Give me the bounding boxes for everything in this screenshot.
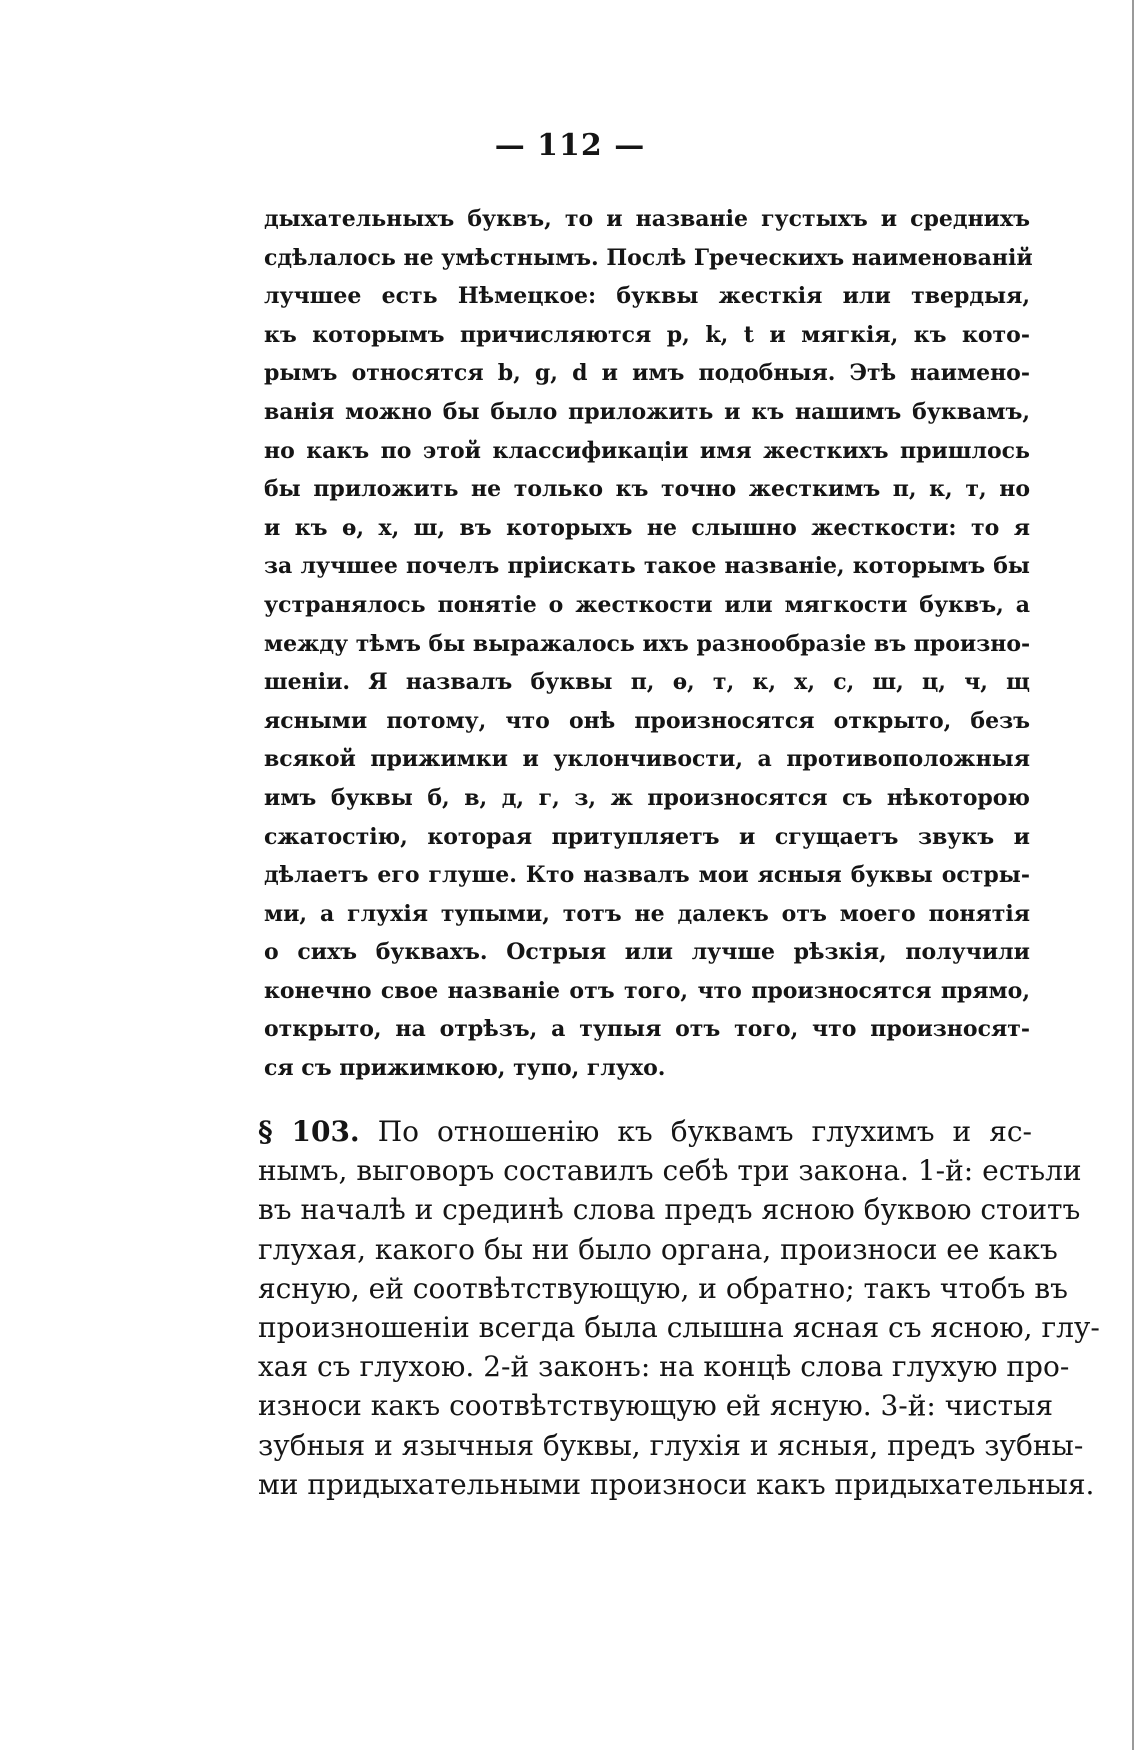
page-edge-line bbox=[1132, 0, 1134, 1750]
text-line: хая съ глухою. 2-й законъ: на концѣ слова глухую про- bbox=[258, 1350, 1070, 1384]
text-line: открыто, на отрѣзъ, а тупыя отъ того, что произносят- bbox=[264, 1016, 1030, 1043]
page-number: — 112 — bbox=[494, 128, 646, 163]
paragraph-1 bbox=[264, 200, 1033, 1088]
section-number: § 103. bbox=[258, 1115, 360, 1148]
text-line: лучшее есть Нѣмецкое: буквы жесткія или твердыя, bbox=[264, 283, 1030, 310]
text-line: въ началѣ и срединѣ слова предъ ясною буквою стоитъ bbox=[258, 1193, 1081, 1227]
text-line: сжатостію, которая притупляетъ и сгущаетъ звукъ и bbox=[264, 823, 1030, 850]
text-line: къ которымъ причисляются p, k, t и мягкія, къ кото- bbox=[264, 321, 1030, 348]
text-line: имъ буквы б, в, д, г, з, ж произносятся съ нѣкоторою bbox=[264, 784, 1030, 811]
text-line: бы приложить не только къ точно жесткимъ п, к, т, но bbox=[264, 476, 1030, 503]
text-line: устранялось понятіе о жесткости или мягкости буквъ, а bbox=[264, 591, 1030, 618]
text-line: всякой прижимки и уклончивости, а противоположныя bbox=[264, 746, 1030, 773]
text-line: и къ ѳ, х, ш, въ которыхъ не слышно жесткости: то я bbox=[264, 514, 1030, 541]
section-first-line-text: По отношенію къ буквамъ глухимъ и яс- bbox=[377, 1115, 1032, 1148]
text-line: ванія можно бы было приложить и къ нашимъ буквамъ, bbox=[264, 398, 1030, 425]
text-line: ми, а глухія тупыми, тотъ не далекъ отъ моего понятія bbox=[264, 900, 1030, 927]
text-line: шеніи. Я назвалъ буквы п, ѳ, т, к, х, с, ш, ц, ч, щ bbox=[264, 669, 1030, 696]
text-line: глухая, какого бы ни было органа, произноси ее какъ bbox=[258, 1232, 1058, 1266]
text-line: ся съ прижимкою, тупо, глухо. bbox=[264, 1055, 666, 1082]
text-line: рымъ относятся b, g, d и имъ подобныя. Этѣ наимено- bbox=[264, 360, 1030, 387]
text-line: ясную, ей соотвѣтствующую, и обратно; такъ чтобъ въ bbox=[258, 1271, 1068, 1305]
text-line: конечно свое названіе отъ того, что произносятся прямо, bbox=[264, 977, 1030, 1004]
text-line: износи какъ соотвѣтствующую ей ясную. 3-й: чистыя bbox=[258, 1389, 1054, 1423]
text-line: сдѣлалось не умѣстнымъ. Послѣ Греческихъ наименованій bbox=[264, 244, 1033, 271]
text-line: ми придыхательными произноси какъ придыхательныя. bbox=[258, 1467, 1095, 1501]
text-line: дѣлаетъ его глуше. Кто назвалъ мои ясныя буквы остры- bbox=[264, 862, 1030, 889]
text-line: дыхательныхъ буквъ, то и названіе густыхъ и среднихъ bbox=[264, 206, 1030, 232]
text-line: ясными потому, что онѣ произносятся открыто, безъ bbox=[264, 707, 1030, 734]
text-line: за лучшее почелъ пріискать такое названіе, которымъ бы bbox=[264, 553, 1030, 580]
text-line-first bbox=[258, 1112, 1032, 1151]
text-line: зубныя и язычныя буквы, глухія и ясныя, предъ зубны- bbox=[258, 1428, 1084, 1462]
text-line: но какъ по этой классификаціи имя жесткихъ пришлось bbox=[264, 437, 1030, 464]
text-line: произношеніи всегда была слышна ясная съ ясною, глу- bbox=[258, 1310, 1100, 1344]
text-line: между тѣмъ бы выражалось ихъ разнообразіе въ произно- bbox=[264, 630, 1031, 657]
text-line: о сихъ буквахъ. Острыя или лучше рѣзкія, получили bbox=[264, 939, 1030, 966]
text-line: нымъ, выговоръ составилъ себѣ три закона. 1-й: естьли bbox=[258, 1154, 1082, 1188]
paragraph-2 bbox=[258, 1112, 1100, 1504]
